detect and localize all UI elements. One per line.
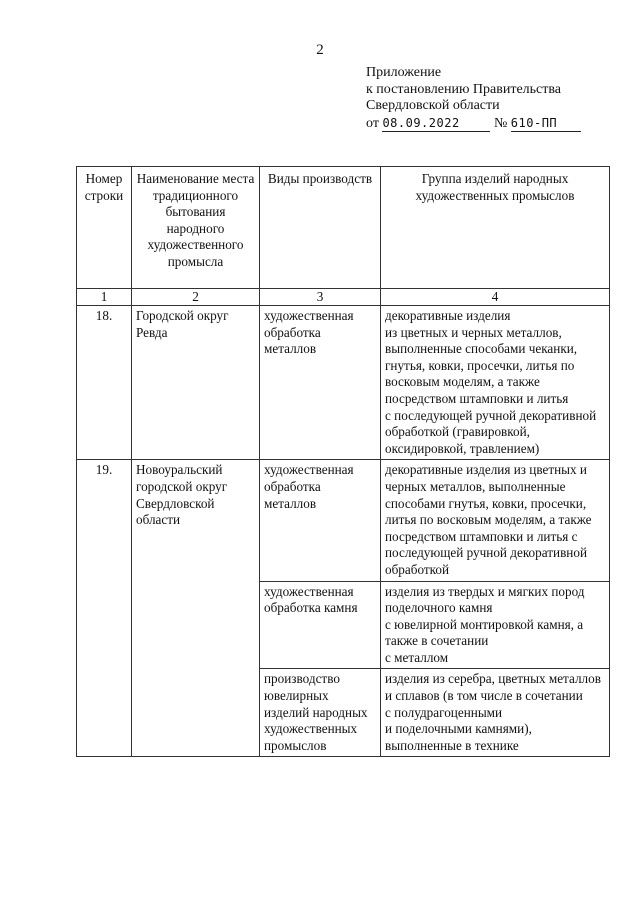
row-products: изделия из твердых и мягких пород поделочного камня с ювелирной монтировкой камня, а также в сочетании с металлом <box>381 581 610 669</box>
row-production-type: художественная обработка камня <box>260 581 381 669</box>
row-number: 19. <box>77 460 132 757</box>
row-production-type: художественная обработка металлов <box>260 460 381 581</box>
row-production-type: художественная обработка металлов <box>260 306 381 460</box>
page-number: 2 <box>316 42 324 58</box>
header-product-group: Группа изделий народных художественных промыслов <box>381 167 610 289</box>
appendix-title: Приложение <box>366 65 442 80</box>
column-number-3: 3 <box>260 289 381 306</box>
row-products: изделия из серебра, цветных металлов и сплавов (в том числе в сочетании с полудрагоценными и поделочными камнями), выполненные в технике <box>381 669 610 757</box>
appendix-resolution: к постановлению Правительства <box>366 81 562 97</box>
row-place: Новоуральский городской округ Свердловской области <box>132 460 260 757</box>
row-products: декоративные изделия из цветных и черных металлов, выполненные способами гнутья, ковки, просечки, литья по восковым моделям, а также посредством штамповки и литья с последующей ручной декоративной обработкой <box>381 460 610 581</box>
table-row <box>77 460 610 581</box>
header-production-type: Виды производств <box>260 167 381 289</box>
column-number-1: 1 <box>77 289 132 306</box>
number-label: № <box>493 115 508 131</box>
row-place: Городской округ Ревда <box>132 306 260 460</box>
row-number: 18. <box>77 306 132 460</box>
appendix-region: Свердловской области <box>366 98 500 113</box>
header-place: Наименование места традиционного бытования народного художественного промысла <box>132 167 260 289</box>
table-header-row <box>77 167 610 289</box>
crafts-table <box>76 166 610 757</box>
resolution-number: 610-ПП <box>511 115 581 133</box>
resolution-date: 08.09.2022 <box>382 115 490 133</box>
row-products: декоративные изделия из цветных и черных металлов, выполненные способами чеканки, гнутья, ковки, просечки, литья по восковым моделям, а также посредством штамповки и литья с последующей ручной декоративной обработкой (гравировкой, оксидировкой, травлением) <box>381 306 610 460</box>
from-label: от <box>366 115 379 131</box>
table-row <box>77 306 610 460</box>
column-numbers-row <box>77 289 610 306</box>
appendix-block <box>366 65 581 132</box>
row-production-type: производство ювелирных изделий народных художественных промыслов <box>260 669 381 757</box>
header-row-number: Номер строки <box>77 167 132 289</box>
column-number-4: 4 <box>381 289 610 306</box>
appendix-date-number <box>366 115 581 133</box>
column-number-2: 2 <box>132 289 260 306</box>
